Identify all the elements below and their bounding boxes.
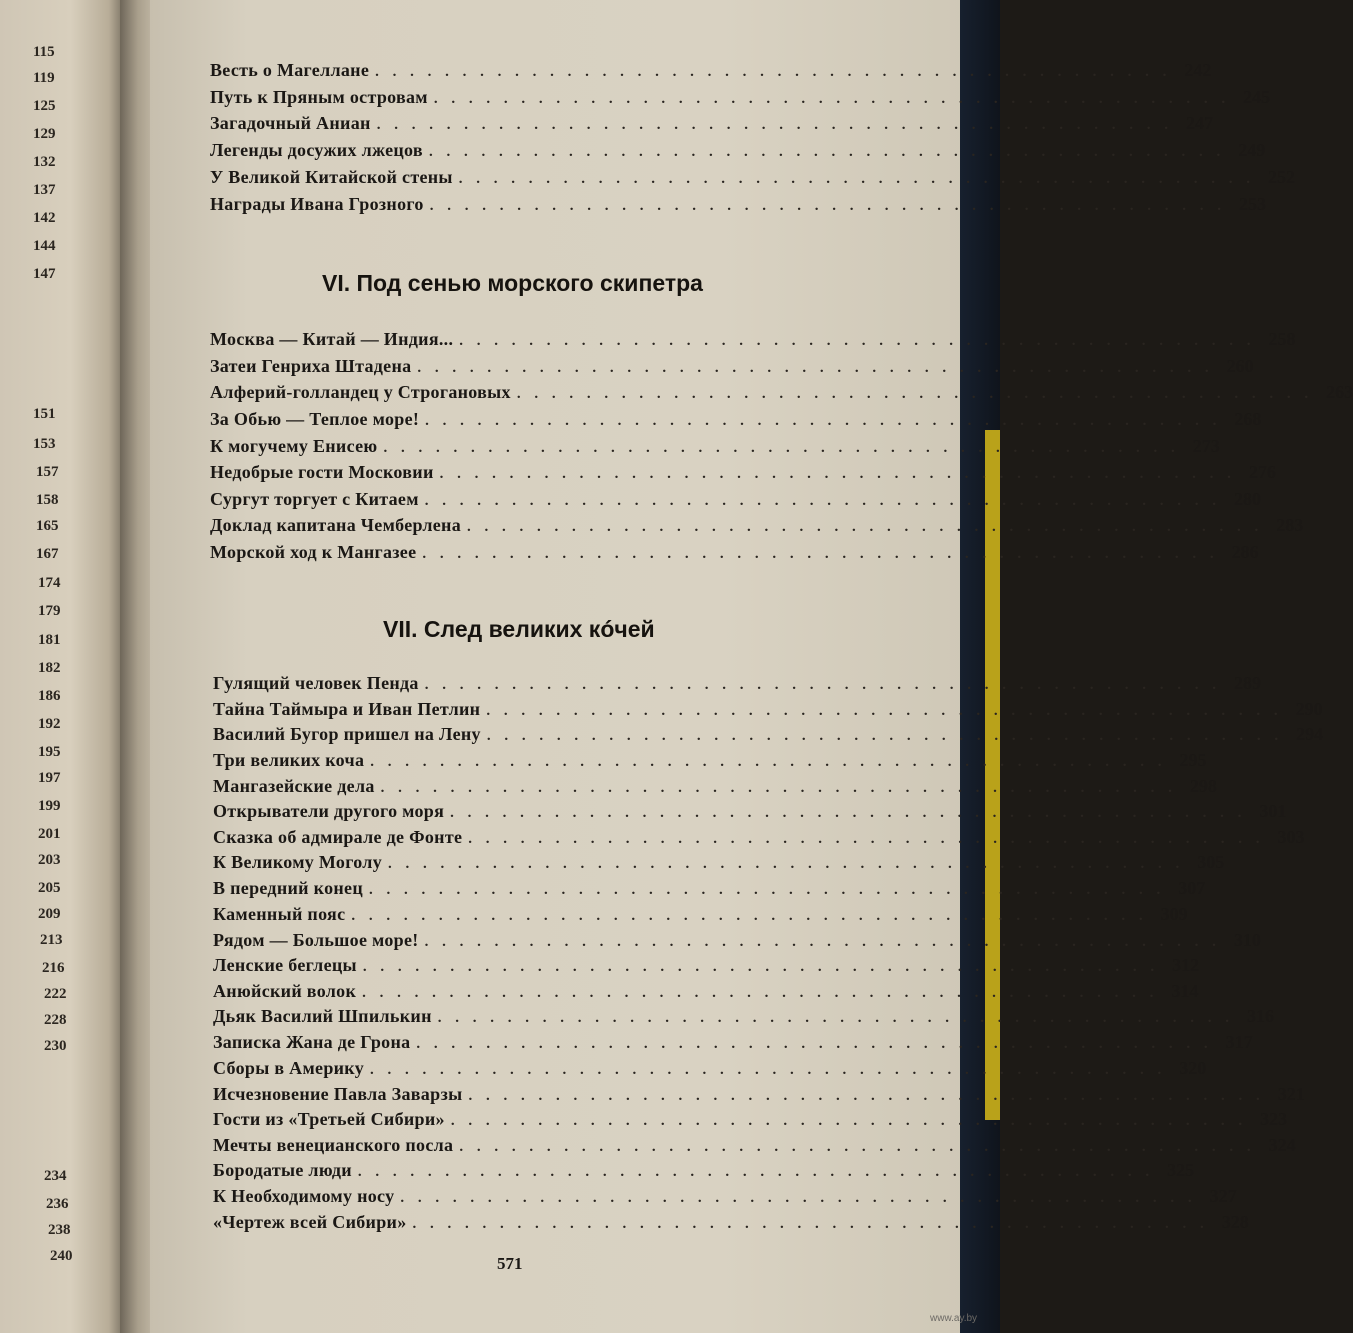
toc-entry — [210, 462, 1276, 486]
toc-entry-title: «Чертеж всей Сибири» — [213, 1212, 407, 1232]
watermark: www.ay.by — [930, 1313, 978, 1324]
toc-leader-dots: . . . . . . . . . . . . . . . . . . . . . . . . . . . . . . . . . . . . . . . . . . . . . . — [351, 908, 1148, 924]
toc-entry-title: Недобрые гости Московии — [210, 462, 434, 482]
left-page-number: 228 — [44, 1012, 67, 1028]
left-page-number: 199 — [38, 798, 61, 814]
toc-leader-dots: . . . . . . . . . . . . . . . . . . . . . . . . . . . . . . . . . . . . . . . . . . . . . . — [370, 754, 1167, 770]
toc-entry-page: 280 — [1234, 489, 1262, 509]
toc-leader-dots: . . . . . . . . . . . . . . . . . . . . . . . . . . . . . . . . . . . . . . . . . . . . . . — [458, 171, 1256, 187]
toc-entry-page: 309 — [1160, 904, 1188, 924]
toc-entry-title: Алферий-голландец у Строгановых — [210, 382, 511, 402]
left-page-number: 153 — [33, 436, 56, 452]
toc-leader-dots: . . . . . . . . . . . . . . . . . . . . . . . . . . . . . . . . . . . . . . . . . . . . . . — [375, 64, 1172, 80]
left-page-number: 165 — [36, 518, 59, 534]
toc-entry-title: У Великой Китайской стены — [210, 167, 453, 187]
left-page-number: 179 — [38, 603, 61, 619]
toc-entry — [213, 827, 1305, 851]
toc-entry-title: Сказка об адмирале де Фонте — [213, 827, 463, 847]
toc-entry-page: 324 — [1268, 1135, 1296, 1155]
toc-entry-page: 317 — [1225, 1032, 1253, 1052]
toc-leader-dots: . . . . . . . . . . . . . . . . . . . . . . . . . . . . . . . . . . . . . . . . . . . . . . — [516, 386, 1314, 402]
left-page-number: 209 — [38, 906, 61, 922]
section-heading: VI. Под сенью морского скипетра — [322, 270, 703, 296]
toc-entry — [213, 955, 1200, 979]
toc-entry-title: Исчезновение Павла Заварзы — [213, 1084, 463, 1104]
toc-entry — [210, 113, 1213, 137]
toc-entry — [213, 904, 1188, 928]
toc-leader-dots: . . . . . . . . . . . . . . . . . . . . . . . . . . . . . . . . . . . . . . . . . . . . . . — [380, 780, 1177, 796]
toc-entry-page: 323 — [1260, 1109, 1288, 1129]
toc-entry — [213, 750, 1207, 774]
toc-entry-title: Морской ход к Мангазее — [210, 542, 417, 562]
toc-entry — [213, 699, 1323, 723]
left-page-number: 186 — [38, 688, 61, 704]
left-page-number: 174 — [38, 575, 61, 591]
toc-leader-dots: . . . . . . . . . . . . . . . . . . . . . . . . . . . . . . . . . . . . . . . . . . . . . . — [459, 1139, 1256, 1155]
toc-leader-dots: . . . . . . . . . . . . . . . . . . . . . . . . . . . . . . . . . . . . . . . . . . . . . . — [369, 882, 1166, 898]
left-page-number: 147 — [33, 266, 56, 282]
left-page-number: 195 — [38, 744, 61, 760]
toc-entry-page: 249 — [1238, 140, 1266, 160]
toc-entry — [213, 981, 1199, 1005]
toc-entry-title: Гулящий человек Пенда — [213, 673, 419, 693]
toc-entry-title: Москва — Китай — Индия... — [210, 329, 454, 349]
left-page-number: 119 — [33, 70, 55, 86]
toc-leader-dots: . . . . . . . . . . . . . . . . . . . . . . . . . . . . . . . . . . . . . . . . . . . . . . — [370, 1062, 1167, 1078]
toc-entry-title: За Обью — Теплое море! — [210, 409, 420, 429]
section-heading: VII. След великих кóчей — [383, 616, 655, 642]
toc-entry-page: 252 — [1268, 167, 1296, 187]
left-page-number: 125 — [33, 98, 56, 114]
toc-entry-title: К Великому Моголу — [213, 852, 383, 872]
toc-entry — [213, 1160, 1195, 1184]
toc-entry-title: Ленские беглецы — [213, 955, 357, 975]
toc-entry — [210, 542, 1259, 566]
toc-entry-page: 263 — [1326, 382, 1353, 402]
left-page-number: 197 — [38, 770, 61, 786]
toc-entry — [213, 673, 1261, 697]
toc-entry-page: 301 — [1259, 801, 1287, 821]
toc-entry-page: 305 — [1197, 852, 1225, 872]
toc-entry-page: 295 — [1179, 750, 1207, 770]
toc-leader-dots: . . . . . . . . . . . . . . . . . . . . . . . . . . . . . . . . . . . . . . . . . . . . . . — [362, 985, 1159, 1001]
toc-entry-title: Весть о Магеллане — [210, 60, 370, 80]
toc-entry-page: 327 — [1209, 1186, 1237, 1206]
toc-entry — [210, 140, 1266, 164]
left-page-number: 181 — [38, 632, 61, 648]
left-page-number: 234 — [44, 1168, 67, 1184]
toc-entry — [210, 382, 1353, 406]
toc-entry-page: 316 — [1247, 1006, 1275, 1026]
toc-leader-dots: . . . . . . . . . . . . . . . . . . . . . . . . . . . . . . . . . . . . . . . . . . . . . . — [424, 677, 1221, 693]
toc-entry-page: 286 — [1231, 542, 1259, 562]
left-page-number: 182 — [38, 660, 61, 676]
left-page-number: 203 — [38, 852, 61, 868]
toc-entry-title: Три великих коча — [213, 750, 365, 770]
toc-leader-dots: . . . . . . . . . . . . . . . . . . . . . . . . . . . . . . . . . . . . . . . . . . . . . . — [486, 728, 1284, 744]
left-page-number: 137 — [33, 182, 56, 198]
toc-entry — [210, 60, 1212, 84]
toc-leader-dots: . . . . . . . . . . . . . . . . . . . . . . . . . . . . . . . . . . . . . . . . . . . . . . — [459, 333, 1256, 349]
toc-leader-dots: . . . . . . . . . . . . . . . . . . . . . . . . . . . . . . . . . . . . . . . . . . . . . . — [468, 831, 1265, 847]
toc-entry — [213, 1058, 1207, 1082]
toc-entry-title: Загадочный Аниан — [210, 113, 371, 133]
toc-leader-dots: . . . . . . . . . . . . . . . . . . . . . . . . . . . . . . . . . . . . . . . . . . . . . . — [424, 493, 1222, 509]
toc-entry-page: 321 — [1277, 1084, 1305, 1104]
toc-leader-dots: . . . . . . . . . . . . . . . . . . . . . . . . . . . . . . . . . . . . . . . . . . . . . . — [468, 1088, 1265, 1104]
left-page-number: 240 — [50, 1248, 73, 1264]
toc-leader-dots: . . . . . . . . . . . . . . . . . . . . . . . . . . . . . . . . . . . . . . . . . . . . . . — [400, 1190, 1197, 1206]
toc-entry-page: 253 — [1238, 194, 1266, 214]
page-number: 571 — [497, 1254, 523, 1273]
toc-entry — [210, 489, 1262, 513]
toc-entry-page: 294 — [1296, 724, 1324, 744]
toc-entry-title: Мечты венецианского посла — [213, 1135, 454, 1155]
toc-entry — [210, 167, 1296, 191]
toc-entry-page: 314 — [1171, 981, 1199, 1001]
toc-entry-page: 303 — [1277, 827, 1305, 847]
toc-entry-page: 298 — [1189, 776, 1217, 796]
toc-entry — [210, 87, 1271, 111]
toc-leader-dots: . . . . . . . . . . . . . . . . . . . . . . . . . . . . . . . . . . . . . . . . . . . . . . — [388, 856, 1185, 872]
toc-entry-title: Анюйский волок — [213, 981, 357, 1001]
left-page-number: 205 — [38, 880, 61, 896]
toc-entry-title: Гости из «Третьей Сибири» — [213, 1109, 445, 1129]
toc-entry — [210, 194, 1266, 218]
toc-entry-title: Каменный пояс — [213, 904, 346, 924]
toc-entry-page: 242 — [1184, 60, 1212, 80]
toc-entry-title: Тайна Таймыра и Иван Петлин — [213, 699, 481, 719]
toc-entry-page: 258 — [1268, 329, 1296, 349]
toc-entry-page: 289 — [1233, 673, 1261, 693]
toc-leader-dots: . . . . . . . . . . . . . . . . . . . . . . . . . . . . . . . . . . . . . . . . . . . . . . — [424, 934, 1221, 950]
toc-leader-dots: . . . . . . . . . . . . . . . . . . . . . . . . . . . . . . . . . . . . . . . . . . . . . . — [425, 413, 1222, 429]
toc-entry-title: Награды Ивана Грозного — [210, 194, 424, 214]
toc-leader-dots: . . . . . . . . . . . . . . . . . . . . . . . . . . . . . . . . . . . . . . . . . . . . . . — [467, 519, 1264, 535]
toc-entry — [210, 436, 1220, 460]
toc-leader-dots: . . . . . . . . . . . . . . . . . . . . . . . . . . . . . . . . . . . . . . . . . . . . . . — [416, 1036, 1213, 1052]
left-page-number: 157 — [36, 464, 59, 480]
toc-entry-page: 325 — [1167, 1160, 1195, 1180]
left-page — [0, 0, 128, 1333]
left-page-number: 158 — [36, 492, 59, 508]
toc-entry — [213, 1109, 1288, 1133]
toc-entry — [213, 852, 1225, 876]
toc-leader-dots: . . . . . . . . . . . . . . . . . . . . . . . . . . . . . . . . . . . . . . . . . . . . . . — [433, 91, 1231, 107]
left-page-number: 129 — [33, 126, 56, 142]
toc-entry — [213, 1006, 1275, 1030]
toc-entry-page: 310 — [1233, 930, 1261, 950]
toc-entry-title: Легенды досужих лжецов — [210, 140, 423, 160]
toc-entry-title: Записка Жана де Грона — [213, 1032, 411, 1052]
left-page-number: 201 — [38, 826, 61, 842]
toc-leader-dots: . . . . . . . . . . . . . . . . . . . . . . . . . . . . . . . . . . . . . . . . . . . . . . — [437, 1010, 1235, 1026]
toc-entry-title: Мангазейские дела — [213, 776, 375, 796]
toc-leader-dots: . . . . . . . . . . . . . . . . . . . . . . . . . . . . . . . . . . . . . . . . . . . . . . — [439, 466, 1236, 482]
toc-entry — [210, 356, 1254, 380]
toc-entry-title: Василий Бугор пришел на Лену — [213, 724, 481, 744]
toc-leader-dots: . . . . . . . . . . . . . . . . . . . . . . . . . . . . . . . . . . . . . . . . . . . . . . — [428, 144, 1226, 160]
toc-entry — [213, 1186, 1237, 1210]
left-page-number: 167 — [36, 546, 59, 562]
toc-entry — [213, 878, 1206, 902]
toc-entry-title: Сургут торгует с Китаем — [210, 489, 419, 509]
toc-entry-title: Затеи Генриха Штадена — [210, 356, 412, 376]
toc-entry-page: 307 — [1178, 878, 1206, 898]
toc-entry-page: 273 — [1192, 436, 1220, 456]
toc-entry-title: К Необходимому носу — [213, 1186, 395, 1206]
toc-entry-title: Рядом — Большое море! — [213, 930, 419, 950]
toc-entry — [213, 1084, 1305, 1108]
toc-leader-dots: . . . . . . . . . . . . . . . . . . . . . . . . . . . . . . . . . . . . . . . . . . . . . . — [412, 1216, 1209, 1232]
left-page-number: 230 — [44, 1038, 67, 1054]
toc-entry-title: В передний конец — [213, 878, 364, 898]
toc-entry — [213, 776, 1217, 800]
toc-leader-dots: . . . . . . . . . . . . . . . . . . . . . . . . . . . . . . . . . . . . . . . . . . . . . . — [486, 703, 1283, 719]
toc-leader-dots: . . . . . . . . . . . . . . . . . . . . . . . . . . . . . . . . . . . . . . . . . . . . . . — [429, 198, 1226, 214]
left-page-number: 115 — [33, 44, 55, 60]
toc-leader-dots: . . . . . . . . . . . . . . . . . . . . . . . . . . . . . . . . . . . . . . . . . . . . . . — [376, 117, 1173, 133]
toc-entry — [213, 1135, 1296, 1159]
toc-entry-page: 260 — [1226, 356, 1254, 376]
toc-leader-dots: . . . . . . . . . . . . . . . . . . . . . . . . . . . . . . . . . . . . . . . . . . . . . . — [450, 805, 1247, 821]
left-page-number: 142 — [33, 210, 56, 226]
left-page-number: 222 — [44, 986, 67, 1002]
toc-entry-page: 276 — [1248, 462, 1276, 482]
toc-entry — [213, 724, 1324, 748]
toc-entry-page: 320 — [1179, 1058, 1207, 1078]
toc-entry-title: Доклад капитана Чемберлена — [210, 515, 462, 535]
toc-entry-title: Дьяк Василий Шпилькин — [213, 1006, 432, 1026]
left-page-number: 213 — [40, 932, 63, 948]
toc-entry-title: К могучему Енисею — [210, 436, 378, 456]
toc-leader-dots: . . . . . . . . . . . . . . . . . . . . . . . . . . . . . . . . . . . . . . . . . . . . . . — [383, 440, 1180, 456]
left-page-number: 151 — [33, 406, 56, 422]
left-page-number: 192 — [38, 716, 61, 732]
toc-leader-dots: . . . . . . . . . . . . . . . . . . . . . . . . . . . . . . . . . . . . . . . . . . . . . . — [357, 1164, 1155, 1180]
toc-entry — [210, 409, 1262, 433]
toc-entry — [210, 515, 1304, 539]
toc-entry — [213, 930, 1261, 954]
left-page-number: 144 — [33, 238, 56, 254]
toc-leader-dots: . . . . . . . . . . . . . . . . . . . . . . . . . . . . . . . . . . . . . . . . . . . . . . — [450, 1113, 1248, 1129]
toc-entry-page: 328 — [1221, 1212, 1249, 1232]
toc-entry-page: 312 — [1172, 955, 1200, 975]
toc-entry-title: Путь к Пряным островам — [210, 87, 428, 107]
left-page-number: 238 — [48, 1222, 71, 1238]
toc-leader-dots: . . . . . . . . . . . . . . . . . . . . . . . . . . . . . . . . . . . . . . . . . . . . . . — [362, 959, 1160, 975]
toc-entry-page: 247 — [1185, 113, 1213, 133]
toc-entry-page: 245 — [1243, 87, 1271, 107]
toc-entry-title: Открыватели другого моря — [213, 801, 445, 821]
toc-entry — [213, 1032, 1253, 1056]
toc-entry-title: Бородатые люди — [213, 1160, 352, 1180]
left-page-number: 236 — [46, 1196, 69, 1212]
toc-entry — [213, 1212, 1249, 1236]
toc-entry-page: 283 — [1276, 515, 1304, 535]
toc-leader-dots: . . . . . . . . . . . . . . . . . . . . . . . . . . . . . . . . . . . . . . . . . . . . . . — [422, 546, 1219, 562]
toc-entry-page: 268 — [1234, 409, 1262, 429]
toc-entry — [210, 329, 1296, 353]
left-page-number: 216 — [42, 960, 65, 976]
toc-entry-title: Сборы в Америку — [213, 1058, 365, 1078]
toc-entry-page: 290 — [1295, 699, 1323, 719]
toc-entry — [213, 801, 1287, 825]
left-page-number: 132 — [33, 154, 56, 170]
toc-leader-dots: . . . . . . . . . . . . . . . . . . . . . . . . . . . . . . . . . . . . . . . . . . . . . . — [417, 360, 1214, 376]
